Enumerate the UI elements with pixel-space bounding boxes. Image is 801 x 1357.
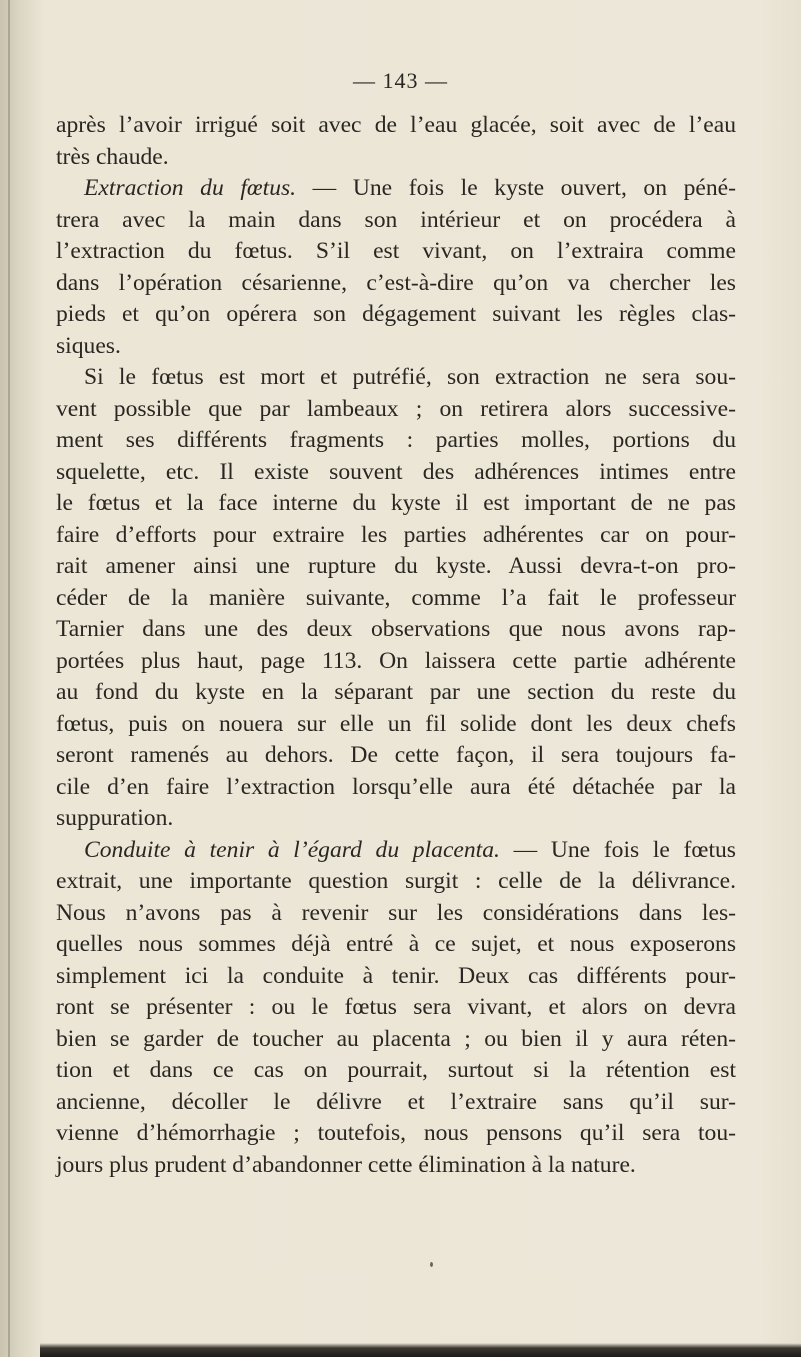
page-gutter [8, 0, 10, 1357]
line-text: quelles nous sommes déjà entré à ce sujet, et nous exposerons [56, 931, 736, 957]
line-text: tion et dans ce cas on pourrait, surtout si la rétention est [56, 1057, 736, 1083]
line-text: ront se présenter : ou le fœtus sera vivant, et alors on devra [56, 994, 736, 1020]
text-line [56, 835, 736, 867]
line-text: squelette, etc. Il existe souvent des adhérences intimes entre [56, 458, 736, 485]
line-text: dans l’opération césarienne, c’est-à-dire qu’on va chercher les [56, 269, 736, 296]
line-text: simplement ici la conduite à tenir. Deux cas différents pour- [56, 962, 736, 989]
line-text: après l’avoir irrigué soit avec de l’eau glacée, soit avec de l’eau [56, 112, 736, 138]
page-bottom-edge [40, 1343, 801, 1357]
text-line [56, 1024, 736, 1056]
line-text: au fond du kyste en la séparant par une section du reste du [56, 679, 736, 705]
line-text: siques. [56, 332, 121, 359]
text-line [56, 394, 736, 426]
text-line [56, 898, 736, 930]
text-line [56, 205, 736, 237]
line-text: suppuration. [56, 805, 174, 831]
text-line [56, 772, 736, 804]
text-line [56, 646, 736, 678]
line-text: rait amener ainsi une rupture du kyste. Aussi devra-t-on pro- [56, 553, 736, 579]
line-text: jours plus prudent d’abandonner cette élimination à la nature. [56, 1151, 636, 1178]
text-line [56, 142, 736, 174]
text-line [56, 331, 736, 363]
text-line [56, 583, 736, 615]
text-line [56, 677, 736, 709]
line-text: l’extraction du fœtus. S’il est vivant, on l’extraira comme [56, 238, 736, 264]
text-line [56, 110, 736, 142]
text-line [56, 803, 736, 835]
line-text: seront ramenés au dehors. De cette façon, il sera toujours fa- [56, 742, 736, 768]
line-text: pieds et qu’on opérera son dégagement suivant les règles clas- [56, 301, 736, 327]
line-text: le fœtus et la face interne du kyste il est important de ne pas [56, 490, 736, 516]
text-line [56, 866, 736, 898]
text-line [56, 425, 736, 457]
text-line [56, 1055, 736, 1087]
line-text: ment ses différents fragments : parties molles, portions du [56, 427, 736, 453]
line-text: Nous n’avons pas à revenir sur les considérations dans les- [56, 899, 736, 926]
line-text: cile d’en faire l’extraction lorsqu’elle aura été détachée par la [56, 773, 736, 800]
line-text: fœtus, puis on nouera sur elle un fil solide dont les deux chefs [56, 710, 736, 737]
line-text: ancienne, décoller le délivre et l’extraire sans qu’il sur- [56, 1088, 736, 1115]
line-text: céder de la manière suivante, comme l’a fait le professeur [56, 584, 736, 611]
line-text: portées plus haut, page 113. On laissera cette partie adhérente [56, 647, 736, 674]
text-line [56, 1150, 736, 1182]
ink-speck [430, 1262, 433, 1267]
line-text: faire d’efforts pour extraire les parties adhérentes car on pour- [56, 521, 736, 548]
text-line [56, 488, 736, 520]
text-line [56, 961, 736, 993]
line-text: trera avec la main dans son intérieur et on procédera à [56, 206, 736, 233]
line-text: Si le fœtus est mort et putréfié, son extraction ne sera sou- [84, 364, 736, 390]
line-text: — Une fois le kyste ouvert, on péné- [296, 175, 736, 201]
text-line [56, 929, 736, 961]
body-text [56, 110, 736, 1181]
text-line [56, 236, 736, 268]
line-text: vienne d’hémorrhagie ; toutefois, nous pensons qu’il sera tou- [56, 1120, 736, 1146]
line-text: — Une fois le fœtus [499, 836, 736, 863]
text-line [56, 520, 736, 552]
section-heading: Extraction du fœtus. [84, 175, 297, 201]
text-line [56, 1118, 736, 1150]
text-line [56, 709, 736, 741]
text-line [56, 992, 736, 1024]
text-line [56, 457, 736, 489]
line-text: très chaude. [56, 143, 169, 170]
text-line [56, 614, 736, 646]
line-text: vent possible que par lambeaux ; on retirera alors successive- [56, 395, 736, 422]
text-line [56, 299, 736, 331]
text-line [56, 551, 736, 583]
text-line [56, 1087, 736, 1119]
line-text: extrait, une importante question surgit : celle de la délivrance. [56, 868, 736, 894]
page-number: — 143 — [353, 68, 448, 93]
text-line [56, 173, 736, 205]
text-line [56, 268, 736, 300]
text-line [56, 740, 736, 772]
text-line [56, 362, 736, 394]
line-text: Tarnier dans une des deux observations que nous avons rap- [56, 616, 736, 642]
line-text: bien se garder de toucher au placenta ; ou bien il y aura réten- [56, 1025, 736, 1052]
section-heading: Conduite à tenir à l’égard du placenta. [84, 836, 500, 863]
